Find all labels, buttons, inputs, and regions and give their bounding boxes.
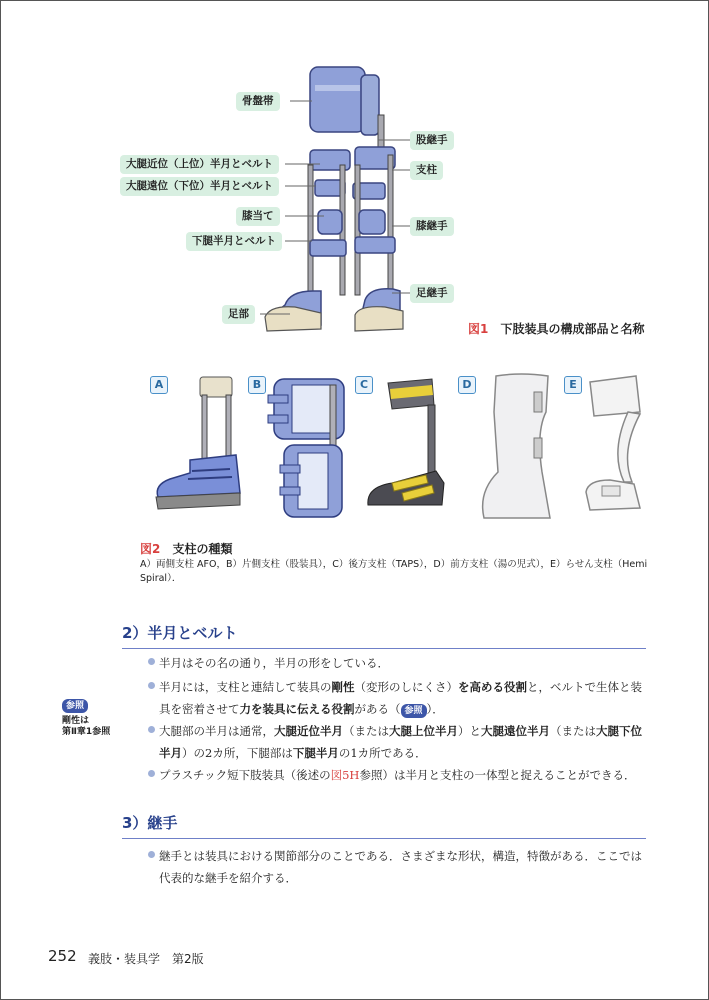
side-note-badge: 参照 [62,699,88,713]
leader-lines [0,0,709,340]
bullet-text [148,676,646,720]
bold-term: 剛性 [331,680,355,694]
figure-1-title: 下肢装具の構成部品と名称 [500,322,645,336]
page-number: 252 [48,947,77,965]
side-note-line-2: 第Ⅱ章1参照 [62,727,111,737]
text-run: （または [550,724,596,738]
text-run: ）． [426,702,444,716]
label-calf-band: 下腿半月とベルト [186,232,282,251]
bullet-dot [148,770,155,777]
bullet-dot [148,851,155,858]
bold-term: 大腿上位半月 [389,724,458,738]
text-run: の1カ所である． [338,746,427,760]
bullet-item [148,652,646,674]
label-E: E [564,376,582,394]
label-knee-pad: 膝当て [236,207,280,226]
figure-2-title: 支柱の種類 [172,542,233,556]
bold-term: 大腿近位半月 [274,724,343,738]
bullet-text [148,845,646,889]
text-run: 半月には，支柱と連結して装具の [159,680,332,694]
section-2-heading: 2）半月とベルト [122,622,646,649]
figure-2-number: 図2 [140,542,161,556]
reference-badge: 参照 [401,704,427,718]
label-B: B [248,376,266,394]
bullet-dot [148,682,155,689]
text-run: と，ベルトで生体と装具を密着させて [159,680,642,716]
bullet-item [148,845,646,889]
label-thigh-lower-band: 大腿遠位（下位）半月とベルト [120,177,279,196]
bullet-text [148,652,646,674]
figure-1-number: 図1 [468,322,489,336]
bold-term: 大腿遠位半月 [481,724,550,738]
orthosis-b-illustration [262,375,352,525]
orthosis-a-illustration [150,375,245,515]
bullet-item [148,676,646,720]
section-3-heading: 3）継手 [122,812,646,839]
book-title: 義肢・装具学 第2版 [88,952,204,966]
bold-term: 力を装具に伝える役割 [239,702,355,716]
figure-reference: 図5H [330,768,360,782]
text-run: （または [343,724,389,738]
label-thigh-upper-band: 大腿近位（上位）半月とベルト [120,155,279,174]
side-note [62,699,132,738]
orthosis-d-illustration [476,372,556,522]
label-C: C [355,376,373,394]
bold-term: 下腿半月 [292,746,339,760]
bullet-dot [148,658,155,665]
bullet-text [148,720,646,764]
label-ankle-joint: 足継手 [410,284,454,303]
label-upright: 支柱 [410,161,443,180]
bullet-item [148,720,646,764]
bold-term: を高める役割 [458,680,527,694]
text-run: （変形のしにくさ） [354,680,458,694]
label-hip-joint: 股継手 [410,131,454,150]
figure-2-caption [140,540,233,557]
label-A: A [150,376,168,394]
text-run: プラスチック短下肢装具（後述の [159,768,331,782]
side-note-line-1: 剛性は [62,716,90,726]
text-run: がある（ [354,702,401,716]
label-foot: 足部 [222,305,255,324]
text-run: ）と [458,724,481,738]
bullet-item [148,764,646,786]
figure-2-description: A）両側支柱 AFO，B）片側支柱（股装具），C）後方支柱（TAPS），D）前方支柱（湯の児式），E）らせん支柱（Hemi Spiral）． [140,559,648,584]
text-run: ）の2カ所，下腿部は [182,746,293,760]
text-run: 参照）は半月と支柱の一体型と捉えることができる． [359,768,636,782]
bullet-text [148,764,646,786]
figure-1-caption [468,320,645,337]
orthosis-c-illustration [362,375,452,525]
orthosis-e-illustration [580,372,655,522]
text-run: 半月はその名の通り，半月の形をしている． [159,656,389,670]
label-pelvic-band: 骨盤帯 [236,92,280,111]
label-knee-joint: 膝継手 [410,217,454,236]
label-D: D [458,376,476,394]
bullet-dot [148,726,155,733]
bold-term: 大腿下位半月 [159,724,642,760]
text-run: 大腿部の半月は通常， [159,724,274,738]
text-run: 継手とは装具における関節部分のことである．さまざまな形状，構造，特徴がある．ここでは代表的な継手を紹介する． [159,849,642,885]
